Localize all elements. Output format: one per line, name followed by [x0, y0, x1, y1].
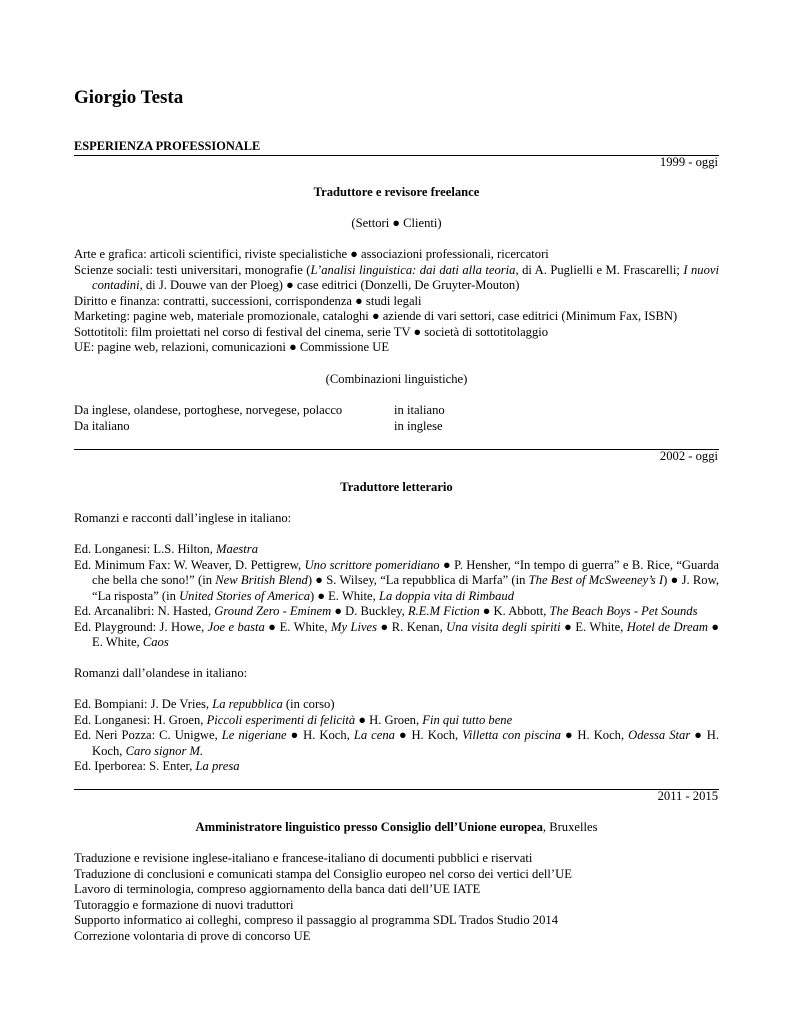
list-item: Supporto informatico ai colleghi, compreso il passaggio al programma SDL Trados Studio 2014 [74, 913, 558, 927]
combos-list [74, 403, 719, 434]
list-item: Ed. Longanesi: H. Groen, Piccoli esperimenti di felicità ● H. Groen, Fin qui tutto bene [74, 712, 513, 727]
list-item: Traduzione e revisione inglese-italiano e francese-italiano di documenti pubblici e riservati [74, 851, 533, 865]
person-name: Giorgio Testa [74, 87, 184, 108]
list-item: Sottotitoli: film proiettati nel corso di festival del cinema, serie TV ● società di sottotitolaggio [74, 324, 549, 339]
list-item [74, 403, 719, 419]
list-item [74, 419, 719, 435]
list-item: Diritto e finanza: contratti, successioni, corrispondenza ● studi legali [74, 293, 422, 308]
sectors-list [74, 247, 719, 356]
list-item: Correzione volontaria di prove di concorso UE [74, 928, 311, 943]
section-rule [74, 789, 719, 790]
list-item: Ed. Neri Pozza: C. Unigwe, Le nigeriane ● H. Koch, La cena ● H. Koch, Villetta con piscina ● H. Koch, Odessa Star ● H. Koch, Caro signor M. [74, 728, 719, 758]
lit-nl-list [74, 697, 719, 775]
job-date: 2002 - oggi [659, 449, 718, 463]
list-item: Ed. Iperborea: S. Enter, La presa [74, 759, 240, 773]
tasks-list [74, 851, 719, 944]
section-rule [74, 155, 719, 156]
list-item: Scienze sociali: testi universitari, monografie (L’analisi linguistica: dai dati alla teoria, di A. Puglielli e M. Frascarelli; I nuovi contadini, di J. Douwe van der Ploeg) ● case editrici (Donzelli, De Gruyter-Mouton) [74, 262, 719, 292]
intro-nl: Romanzi dall’olandese in italiano: [74, 666, 248, 680]
list-item: Marketing: pagine web, materiale promozionale, cataloghi ● aziende di vari settori, case editrici (Minimum Fax, ISBN) [74, 309, 678, 323]
lit-en-list [74, 542, 719, 651]
list-item: Ed. Arcanalibri: N. Hasted, Ground Zero - Eminem ● D. Buckley, R.E.M Fiction ● K. Abbott, The Beach Boys - Pet Sounds [74, 604, 698, 618]
job-title: Traduttore letterario [340, 480, 453, 494]
combo-from: Da italiano [74, 418, 130, 433]
list-item: Tutoraggio e formazione di nuovi traduttori [74, 897, 294, 912]
list-item: Traduzione di conclusioni e comunicati stampa del Consiglio europeo nel corso dei vertici dell’UE [74, 866, 572, 881]
list-item: Ed. Playground: J. Howe, Joe e basta ● E. White, My Lives ● R. Kenan, Una visita degli spiriti ● E. White, Hotel de Dream ● E. White, Caos [74, 619, 720, 649]
job-date: 2011 - 2015 [657, 789, 718, 803]
section-title: ESPERIENZA PROFESSIONALE [74, 139, 261, 153]
job-date: 1999 - oggi [659, 155, 718, 169]
list-item: Ed. Minimum Fax: W. Weaver, D. Pettigrew, Uno scrittore pomeridiano ● P. Hensher, “In tempo di guerra” e B. Rice, “Guarda che bella che sono!” (in New British Blend) ● S. Wilsey, “La repubblica di Marfa” (in The Best of McSweeney’s I) ● J. Row, “La risposta” (in United Stories of America) ● E. White, La doppia vita di Rimbaud [74, 557, 720, 603]
job-title: Traduttore e revisore freelance [313, 185, 480, 199]
list-item: Ed. Longanesi: L.S. Hilton, Maestra [74, 542, 259, 556]
list-item: Arte e grafica: articoli scientifici, riviste specialistiche ● associazioni professionali, ricercatori [74, 247, 549, 261]
list-item: UE: pagine web, relazioni, comunicazioni ● Commissione UE [74, 340, 390, 354]
combos-heading: (Combinazioni linguistiche) [325, 372, 468, 386]
combo-from: Da inglese, olandese, portoghese, norvegese, polacco [74, 403, 343, 417]
combo-to: in inglese [394, 418, 443, 433]
intro-en: Romanzi e racconti dall’inglese in italiano: [74, 511, 292, 525]
list-item: Ed. Bompiani: J. De Vries, La repubblica (in corso) [74, 697, 335, 711]
list-item: Lavoro di terminologia, compreso aggiornamento della banca dati dell’UE IATE [74, 882, 481, 896]
section-rule [74, 449, 719, 450]
sectors-heading: (Settori ● Clienti) [351, 216, 442, 230]
combo-to: in italiano [394, 403, 445, 417]
job-title: Amministratore linguistico presso Consiglio dell’Unione europea, Bruxelles [195, 820, 598, 834]
